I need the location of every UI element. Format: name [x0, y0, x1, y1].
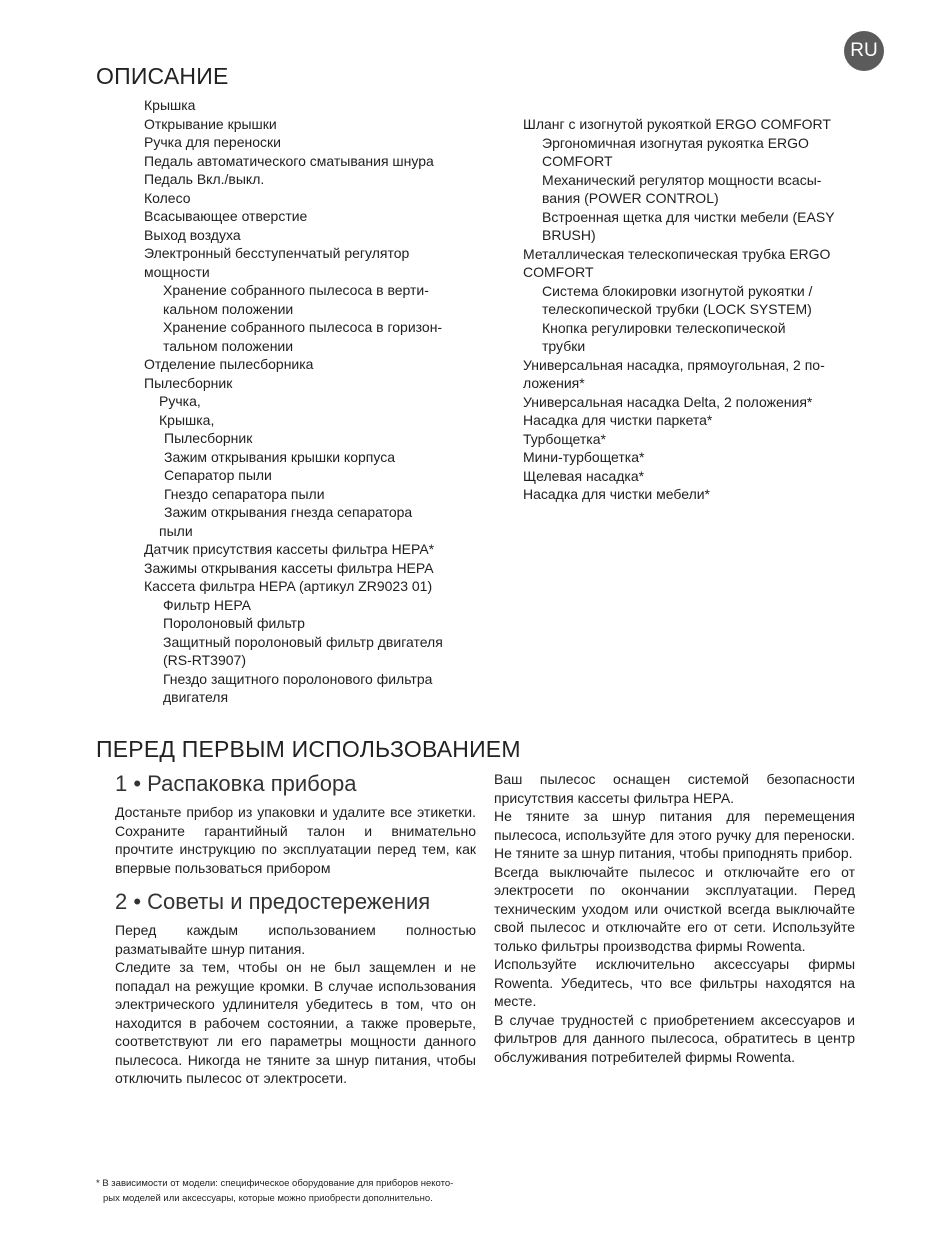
language-badge: RU: [844, 31, 884, 71]
list-item: Зажимы открывания кассеты фильтра HEPA: [144, 559, 434, 576]
list-item: Поролоновый фильтр: [163, 615, 305, 631]
list-item: Насадка для чистки мебели*: [523, 486, 711, 502]
unpacking-text: [115, 803, 476, 877]
safety-text-right: [494, 770, 855, 1066]
list-item: ложения*: [523, 375, 585, 391]
safety-right-paragraph: Ваш пылесос оснащен системой безопасности присутствия кассеты фильтра HEPA.: [494, 771, 855, 806]
list-item: Кассета фильтра HEPA (артикул ZR9023 01): [144, 578, 433, 594]
list-item: Выход воздуха: [144, 226, 241, 243]
parts-list-right: [523, 115, 863, 504]
list-item: Кнопка регулировки телескопической: [542, 319, 786, 336]
list-item: Крышка,: [159, 411, 215, 428]
list-item: Зажим открывания гнезда сепаратора: [164, 504, 413, 520]
list-item: Шланг с изогнутой рукояткой ERGO COMFORT: [523, 116, 831, 132]
list-item: Педаль Вкл./выкл.: [144, 171, 265, 187]
list-item: Встроенная щетка для чистки мебели (EASY: [542, 208, 835, 225]
list-item: (RS-RT3907): [163, 652, 246, 668]
list-item: Насадка для чистки паркета*: [523, 412, 713, 428]
subsection-title-safety: 2 • Советы и предостережения: [115, 889, 431, 914]
list-item: Крышка: [144, 97, 196, 113]
list-item: вания (POWER CONTROL): [542, 190, 719, 206]
list-item: телескопической трубки (LOCK SYSTEM): [542, 301, 812, 317]
footnote-line-2: рых моделей или аксессуары, которые можно приобрести дополнительно.: [103, 1193, 433, 1204]
list-item: COMFORT: [542, 153, 613, 169]
section-title-before-first-use: ПЕРЕД ПЕРВЫМ ИСПОЛЬЗОВАНИЕМ: [96, 736, 521, 762]
list-item: Электронный бесступенчатый регулятор: [144, 245, 410, 261]
list-item: Механический регулятор мощности всасы-: [542, 171, 822, 188]
list-item: Мини-турбощетка*: [523, 449, 645, 465]
safety-right-paragraph: В случае трудностей с приобретением аксессуаров и фильтров для данного пылесоса, обратитесь в центр обслуживания потребителей фирмы Rowenta.: [494, 1011, 855, 1065]
list-item: COMFORT: [523, 264, 594, 280]
list-item: Турбощетка*: [523, 430, 606, 447]
list-item: BRUSH): [542, 227, 596, 243]
list-item: Фильтр HEPA: [163, 596, 252, 613]
list-item: Отделение пылесборника: [144, 356, 314, 372]
list-item: мощности: [144, 263, 210, 280]
list-item: Сепаратор пыли: [164, 467, 272, 483]
list-item: Щелевая насадка*: [523, 467, 645, 484]
list-item: Металлическая телескопическая трубка ERGO: [523, 245, 831, 262]
list-item: Датчик присутствия кассеты фильтра HEPA*: [144, 541, 435, 557]
parts-list-left: [144, 96, 489, 707]
footnote: [96, 1176, 453, 1206]
list-item: Эргономичная изогнутая рукоятка ERGO: [542, 134, 809, 151]
list-item: Пылесборник: [144, 374, 233, 391]
list-item: трубки: [542, 338, 586, 354]
list-item: Универсальная насадка Delta, 2 положения*: [523, 393, 813, 410]
list-item: Пылесборник: [164, 430, 253, 446]
subsection-title-unpacking: 1 • Распаковка прибора: [115, 771, 357, 796]
safety-right-paragraph: Не тяните за шнур питания для перемещения пылесоса, используйте для этого ручку для переноски. Не тяните за шнур питания, чтобы приподнять прибор.: [494, 808, 855, 861]
list-item: Колесо: [144, 189, 191, 206]
list-item: Ручка для переноски: [144, 134, 281, 150]
list-item: Хранение собранного пылесоса в верти-: [163, 282, 429, 298]
list-item: кальном положении: [163, 300, 294, 317]
safety-paragraph-1: Перед каждым использованием полностью разматывайте шнур питания.: [115, 922, 476, 957]
safety-paragraph-2: Следите за тем, чтобы он не был защемлен и не попадал на режущие кромки. В случае использования электрического удлинителя убедитесь в том, что он находится в рабочем состоянии, а также проверьте, соответствуют ли его параметры мощности данного пылесоса. Никогда не тяните за шнур питания, чтобы отключить пылесос от электросети.: [115, 959, 476, 1086]
list-item: Ручка,: [159, 393, 201, 409]
safety-text: [115, 921, 476, 1088]
footnote-line-1: * В зависимости от модели: специфическое оборудование для приборов некото-: [96, 1178, 454, 1189]
list-item: Педаль автоматического сматывания шнура: [144, 152, 434, 169]
list-item: Зажим открывания крышки корпуса: [164, 448, 395, 465]
safety-right-paragraph: Используйте исключительно аксессуары фирмы Rowenta. Убедитесь, что все фильтры находятся на месте.: [494, 956, 855, 1009]
list-item: Открывание крышки: [144, 115, 277, 132]
list-item: Система блокировки изогнутой рукоятки /: [542, 282, 813, 299]
section-title-description: ОПИСАНИЕ: [96, 63, 229, 89]
list-item: тальном положении: [163, 337, 294, 354]
safety-right-paragraph: Всегда выключайте пылесос и отключайте его от электросети по окончании эксплуатации. Перед техническим уходом или очисткой всегда выключайте свой пылесос и отключайте его от сети. Используйте только фильтры производства фирмы Rowenta.: [494, 863, 855, 954]
list-item: пыли: [159, 522, 193, 539]
list-item: Всасывающее отверстие: [144, 208, 308, 224]
list-item: Хранение собранного пылесоса в горизон-: [163, 319, 443, 335]
list-item: Защитный поролоновый фильтр двигателя: [163, 633, 443, 650]
list-item: Гнездо защитного поролонового фильтра: [163, 670, 433, 687]
list-item: двигателя: [163, 689, 229, 705]
list-item: Универсальная насадка, прямоугольная, 2 по-: [523, 356, 825, 373]
list-item: Гнездо сепаратора пыли: [164, 485, 325, 502]
unpacking-paragraph: Достаньте прибор из упаковки и удалите все этикетки. Сохраните гарантийный талон и внимательно прочтите инструкцию по эксплуатации перед тем, как впервые пользоваться прибором: [115, 804, 476, 876]
